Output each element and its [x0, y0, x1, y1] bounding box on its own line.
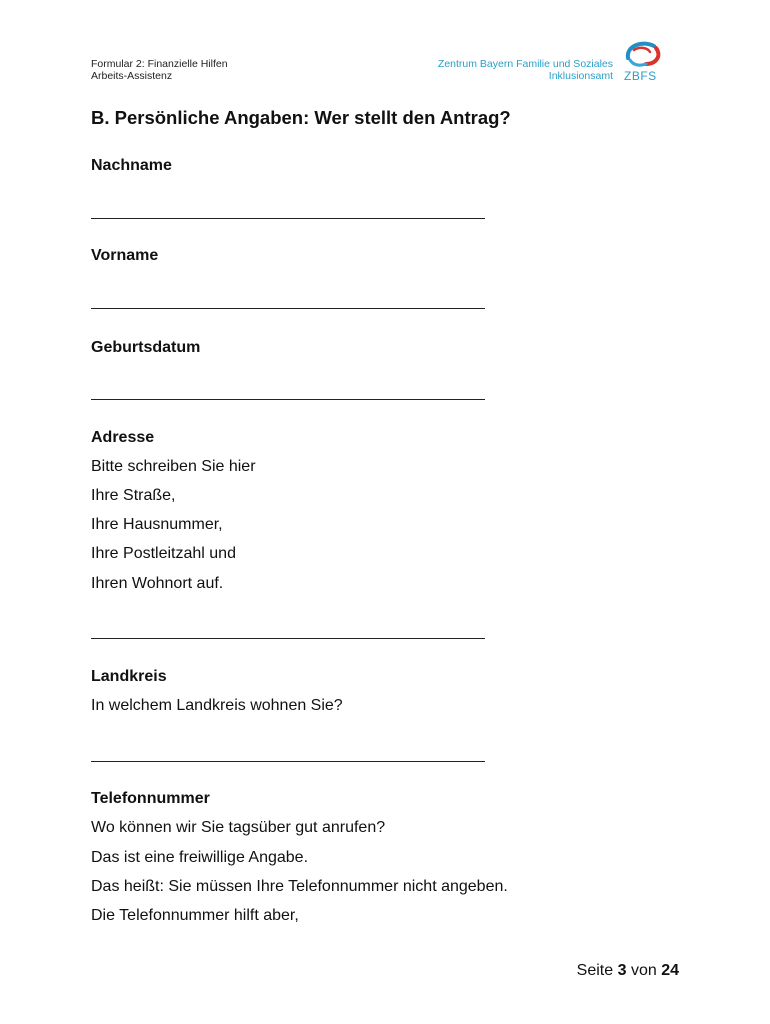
- geburtsdatum-input-line[interactable]: [91, 399, 485, 400]
- page-number: [577, 962, 679, 980]
- adresse-instruction-line: Ihren Wohnort auf.: [91, 575, 224, 592]
- nachname-label: Nachname: [91, 157, 172, 174]
- page-number-current: 3: [617, 962, 627, 979]
- landkreis-label: Landkreis: [91, 668, 167, 685]
- adresse-label: Adresse: [91, 429, 155, 446]
- page-number-total: 24: [661, 962, 679, 979]
- vorname-input-line[interactable]: [91, 308, 485, 309]
- header-organization: [438, 58, 613, 82]
- header-org-name: Zentrum Bayern Familie und Soziales: [437, 58, 613, 70]
- header-form-info: [91, 58, 228, 82]
- landkreis-input-line[interactable]: [91, 761, 485, 762]
- header-org-department: Inklusionsamt: [548, 70, 613, 82]
- geburtsdatum-label: Geburtsdatum: [91, 339, 201, 356]
- telefonnummer-info-line: Das heißt: Sie müssen Ihre Telefonnummer nicht angeben.: [91, 878, 508, 895]
- section-title: B. Persönliche Angaben: Wer stellt den Antrag?: [91, 107, 511, 128]
- adresse-instruction-line: Ihre Postleitzahl und: [91, 545, 236, 562]
- adresse-instruction-line: Bitte schreiben Sie hier: [91, 458, 256, 475]
- telefonnummer-info-line: Die Telefonnummer hilft aber,: [91, 907, 299, 924]
- telefonnummer-info-line: Das ist eine freiwillige Angabe.: [91, 849, 309, 866]
- page-number-middle: von: [630, 962, 657, 979]
- vorname-label: Vorname: [91, 247, 159, 264]
- adresse-instruction-line: Ihre Hausnummer,: [91, 516, 223, 533]
- header-form-subtitle: Arbeits-Assistenz: [91, 70, 173, 82]
- telefonnummer-info-line: Wo können wir Sie tagsüber gut anrufen?: [91, 819, 386, 836]
- adresse-instruction-line: Ihre Straße,: [91, 487, 176, 504]
- telefonnummer-label: Telefonnummer: [91, 790, 210, 807]
- adresse-input-line[interactable]: [91, 638, 485, 639]
- header-form-title: Formular 2: Finanzielle Hilfen: [91, 58, 228, 70]
- page-number-prefix: Seite: [576, 962, 614, 979]
- landkreis-question: In welchem Landkreis wohnen Sie?: [91, 697, 343, 714]
- nachname-input-line[interactable]: [91, 218, 485, 219]
- zbfs-logo-text: ZBFS: [624, 69, 657, 83]
